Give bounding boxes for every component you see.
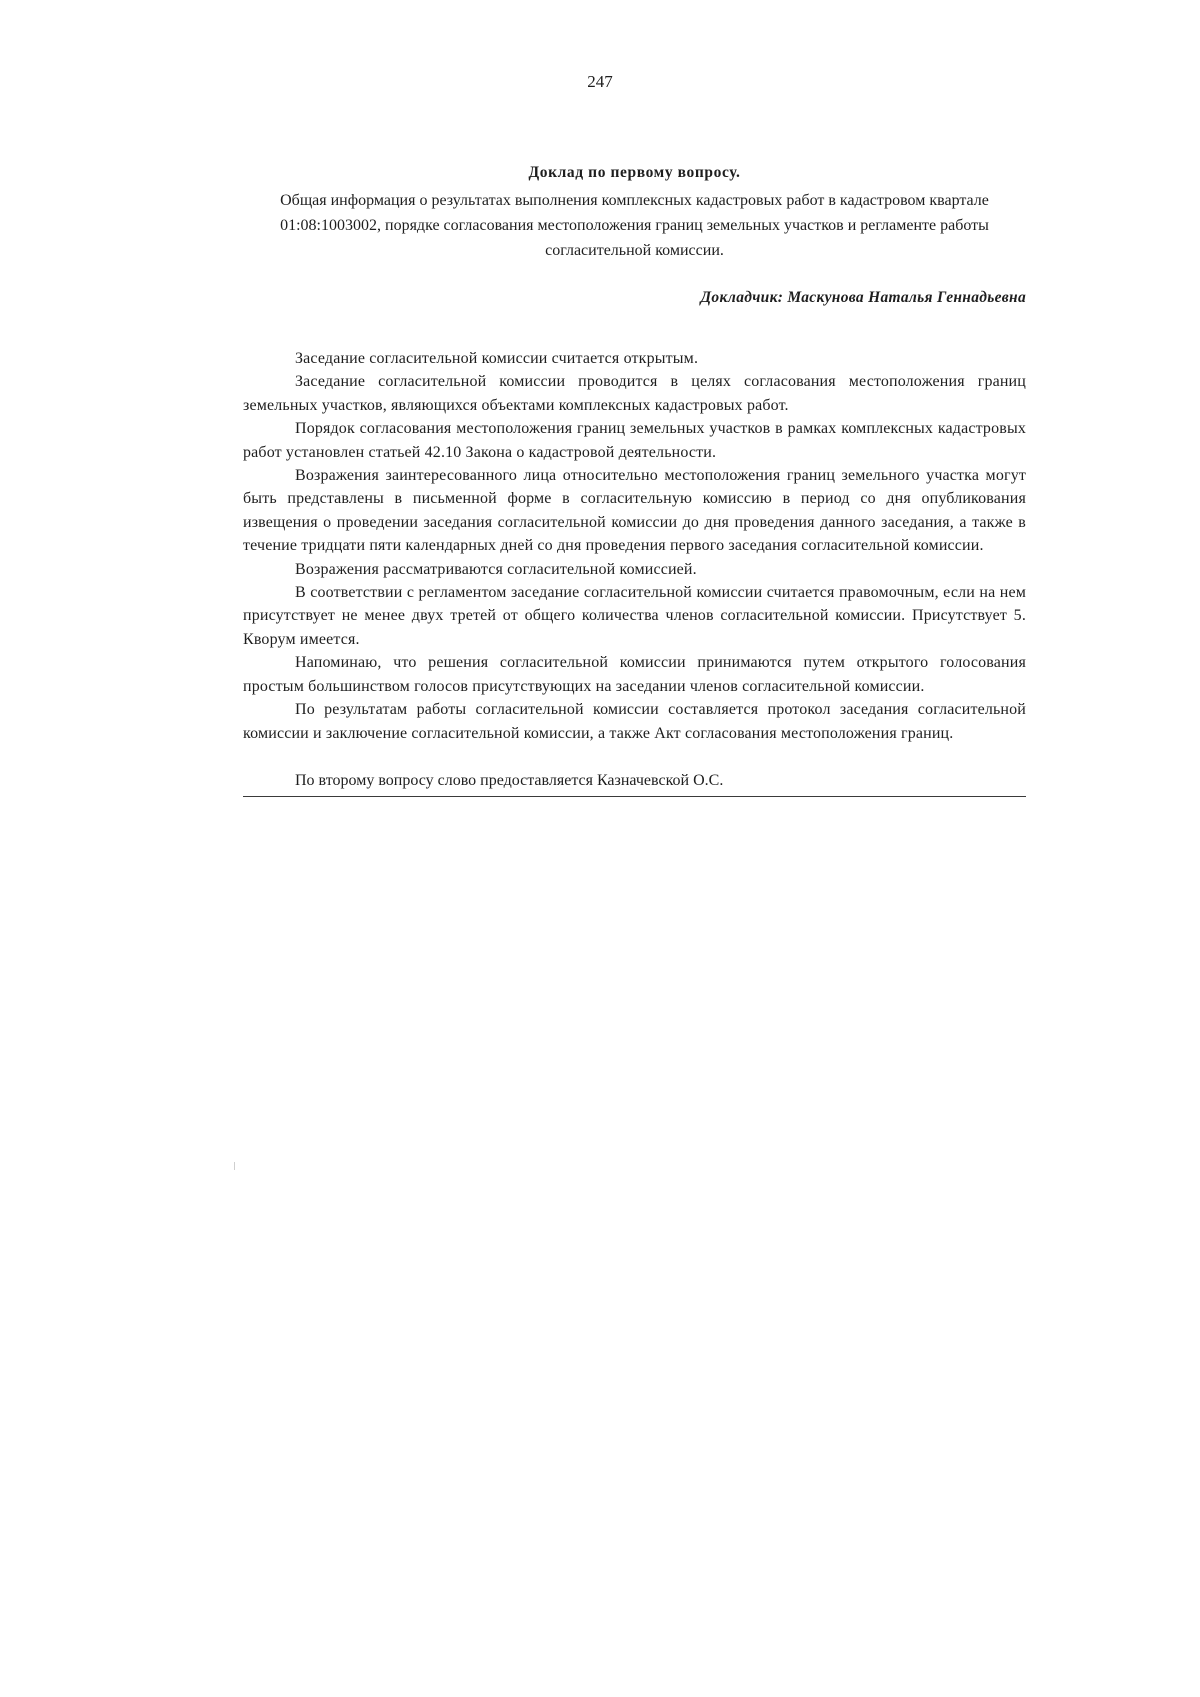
paragraph-objections-review: Возражения расcматриваются согласительной комиссией. bbox=[295, 560, 697, 578]
paragraph-procedure: Порядок согласования местоположения границ земельных участков в рамках комплексных кадастровых работ установлен статьей 42.10 Закона о кадастровой деятельности. bbox=[243, 420, 1026, 461]
report-heading: Доклад по первому вопросу. bbox=[528, 164, 741, 181]
report-content bbox=[243, 162, 1026, 813]
paragraph-quorum: В соответствии с регламентом заседание согласительной комиссии считается правомочным, если на нем присутствует не менее двух третей от общего количества членов согласительной комиссии. Присутствует 5. Кворум имеется. bbox=[243, 584, 1026, 648]
paragraph-purpose: Заседание согласительной комиссии проводится в целях согласования местоположения границ земельных участков, являющихся объектами комплексных кадастровых работ. bbox=[243, 373, 1026, 414]
next-question-line: По второму вопросу слово предоставляется Казначевской О.С. bbox=[243, 769, 1026, 797]
paragraph-objections: Возражения заинтересованного лица относительно местоположения границ земельного участка могут быть представлены в письменной форме в согласительную комиссию в период со дня опубликования извещения о проведении заседания согласительной комиссии до дня проведения данного заседания, а также в течение тридцати пяти календарных дней со дня проведения первого заседания согласительной комиссии. bbox=[243, 467, 1026, 555]
paragraph-voting: Напоминаю, что решения согласительной комиссии принимаются путем открытого голосования простым большинством голосов присутствующих на заседании членов согласительной комиссии. bbox=[243, 654, 1026, 695]
scan-speck bbox=[234, 1162, 235, 1170]
report-body bbox=[243, 347, 1026, 745]
speaker-line: Докладчик: Маскунова Наталья Геннадьевна bbox=[700, 289, 1026, 306]
report-topic: Общая информация о результатах выполнения комплексных кадастровых работ в кадастровом квартале 01:08:1003002, порядке согласования местоположения границ земельных участков и регламенте работы согласительной комиссии. bbox=[280, 192, 989, 259]
paragraph-results: По результатам работы согласительной комиссии составляется протокол заседания согласительной комиссии и заключение согласительной комиссии, а также Акт согласования местоположения границ. bbox=[243, 701, 1026, 742]
page-number: 247 bbox=[587, 72, 613, 91]
paragraph-opening: Заседание согласительной комиссии считается открытым. bbox=[295, 350, 699, 367]
